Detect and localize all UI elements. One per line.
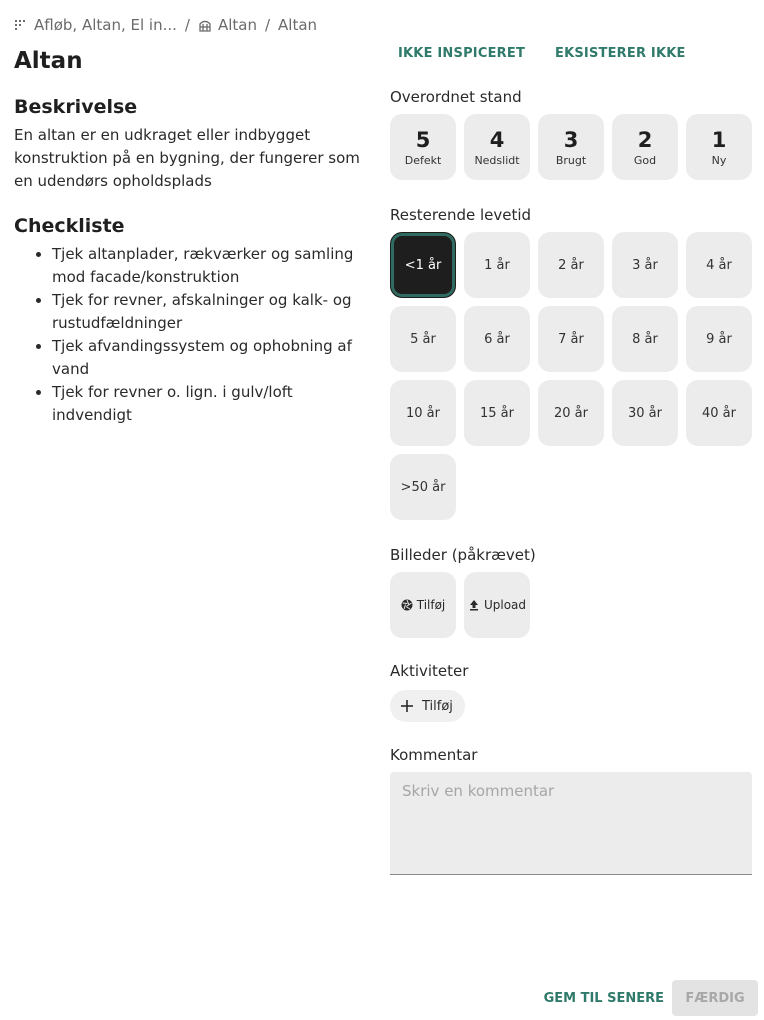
lifetime-label: Resterende levetid xyxy=(390,206,532,224)
breadcrumb-item-category[interactable] xyxy=(14,16,177,34)
condition-option-4[interactable] xyxy=(464,114,530,180)
condition-text: Defekt xyxy=(404,153,442,167)
condition-section xyxy=(390,88,752,180)
lifetime-option[interactable]: 2 år xyxy=(538,232,604,298)
breadcrumb-label: Afløb, Altan, El in... xyxy=(34,16,177,34)
comment-section xyxy=(390,746,752,879)
inspection-form xyxy=(390,40,752,879)
condition-label: Overordnet stand xyxy=(390,88,522,106)
condition-option-5[interactable] xyxy=(390,114,456,180)
description-heading: Beskrivelse xyxy=(14,96,138,118)
lifetime-options xyxy=(390,232,752,520)
condition-text: Nedslidt xyxy=(474,153,520,167)
condition-option-1[interactable] xyxy=(686,114,752,180)
condition-options xyxy=(390,114,752,180)
breadcrumb xyxy=(14,14,317,36)
condition-text: Brugt xyxy=(555,153,587,167)
lifetime-option[interactable]: 10 år xyxy=(390,380,456,446)
comment-input[interactable] xyxy=(390,772,752,875)
checklist-heading: Checkliste xyxy=(14,215,125,237)
lifetime-section xyxy=(390,206,752,520)
description-text: En altan er en udkraget eller indbygget konstruktion på en bygning, der fungerer som en udendørs opholdsplads xyxy=(14,126,360,190)
upload-button[interactable] xyxy=(464,572,530,638)
breadcrumb-item-current xyxy=(278,16,317,34)
not-exists-button[interactable]: EKSISTERER IKKE xyxy=(555,45,686,61)
footer-actions xyxy=(544,980,758,1016)
condition-number: 1 xyxy=(711,127,727,152)
images-label: Billeder (påkrævet) xyxy=(390,546,536,564)
save-later-button[interactable]: GEM TIL SENERE xyxy=(544,980,664,1016)
checklist xyxy=(14,243,374,427)
breadcrumb-label: Altan xyxy=(278,16,318,34)
lifetime-option[interactable]: 3 år xyxy=(612,232,678,298)
condition-text: Ny xyxy=(711,153,727,167)
add-photo-button[interactable] xyxy=(390,572,456,638)
breadcrumb-label: Altan xyxy=(217,16,257,34)
images-section xyxy=(390,546,752,638)
lifetime-option[interactable]: 7 år xyxy=(538,306,604,372)
building-icon xyxy=(198,18,212,32)
breadcrumb-separator: / xyxy=(184,16,190,34)
info-panel xyxy=(14,46,374,427)
grid-dots-icon xyxy=(14,18,28,32)
lifetime-option[interactable]: 1 år xyxy=(464,232,530,298)
add-photo-label: Tilføj xyxy=(416,598,446,612)
lifetime-option[interactable]: 6 år xyxy=(464,306,530,372)
checklist-item: • Tjek for revner o. lign. i gulv/loft indvendigt xyxy=(52,381,374,427)
checklist-item: • Tjek for revner, afskalninger og kalk- og rustudfældninger xyxy=(52,289,374,335)
add-activity-label: Tilføj xyxy=(422,698,453,714)
image-actions xyxy=(390,572,752,638)
checklist-item: • Tjek afvandingssystem og ophobning af vand xyxy=(52,335,374,381)
checklist-item: • Tjek altanplader, rækværker og samling mod facade/konstruktion xyxy=(52,243,374,289)
lifetime-option[interactable]: 9 år xyxy=(686,306,752,372)
breadcrumb-item-building[interactable] xyxy=(198,16,257,34)
condition-text: God xyxy=(633,153,657,167)
condition-number: 5 xyxy=(415,127,431,152)
condition-number: 2 xyxy=(637,127,653,152)
breadcrumb-separator: / xyxy=(264,16,271,34)
plus-icon xyxy=(400,699,414,713)
comment-label: Kommentar xyxy=(390,746,478,764)
add-activity-button[interactable] xyxy=(390,690,465,722)
done-button[interactable]: FÆRDIG xyxy=(672,980,758,1016)
page-title: Altan xyxy=(14,48,83,74)
lifetime-option[interactable]: >50 år xyxy=(390,454,456,520)
condition-option-3[interactable] xyxy=(538,114,604,180)
lifetime-option[interactable]: 15 år xyxy=(464,380,530,446)
lifetime-option[interactable]: 4 år xyxy=(686,232,752,298)
upload-icon xyxy=(468,599,480,611)
lifetime-option[interactable]: 8 år xyxy=(612,306,678,372)
lifetime-option[interactable]: 30 år xyxy=(612,380,678,446)
activities-section xyxy=(390,662,752,722)
lifetime-option[interactable]: 40 år xyxy=(686,380,752,446)
condition-option-2[interactable] xyxy=(612,114,678,180)
lifetime-option[interactable]: 20 år xyxy=(538,380,604,446)
not-inspected-button[interactable]: IKKE INSPICERET xyxy=(398,45,526,61)
upload-label: Upload xyxy=(483,598,527,612)
camera-shutter-icon xyxy=(401,599,413,611)
activities-label: Aktiviteter xyxy=(390,662,469,680)
lifetime-option[interactable]: 5 år xyxy=(390,306,456,372)
top-actions xyxy=(390,40,752,66)
condition-number: 3 xyxy=(563,127,579,152)
condition-number: 4 xyxy=(489,127,505,152)
lifetime-option[interactable]: <1 år xyxy=(390,232,456,298)
